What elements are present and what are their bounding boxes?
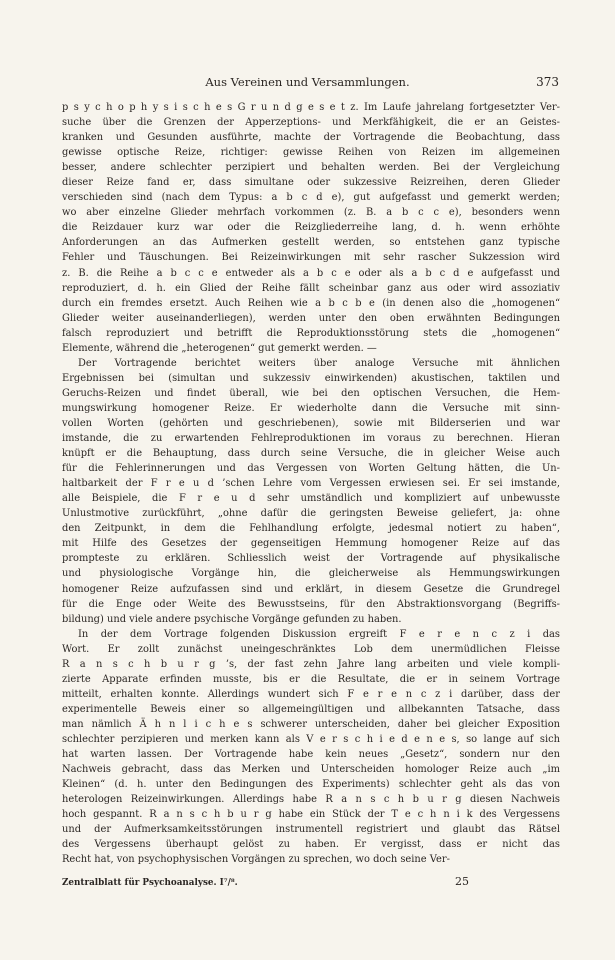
text-line: Anforderungen an das Aufmerken gestellt werden, so entstehen ganz typische (62, 237, 560, 249)
text-line: R a n s c h b u r g ’s, der fast zehn Jahre lang arbeiten und viele kompli- (62, 658, 560, 670)
text-line: besser, andere schlechter perzipiert und behalten werden. Bei der Vergleichung (62, 162, 560, 174)
text-line: mit Hilfe des Gesetzes der gegenseitigen Hemmung homogener Reize auf das (62, 538, 560, 550)
text-line: prompteste zu erklären. Schliesslich weist der Vortragende auf physikalische (62, 553, 560, 565)
text-line: reproduziert, d. h. ein Glied der Reihe fällt scheinbar ganz aus oder wird assoziativ (62, 282, 560, 294)
signature-mark: 25 (455, 875, 469, 888)
text-line: alle Beispiele, die F r e u d sehr umständlich und kompliziert auf unbewusste (62, 493, 560, 505)
text-line: heterologen Reizeinwirkungen. Allerdings habe R a n s c h b u r g diesen Nachweis (62, 794, 560, 806)
page-number: 373 (536, 75, 559, 89)
text-line: Wort. Er zollt zunächst uneingeschränktes Lob dem unermüdlichen Fleisse (62, 643, 560, 655)
text-line: dieser Reize fand er, dass simultane oder sukzessive Reizreihen, deren Glieder (62, 177, 560, 189)
text-line: experimentelle Beweis einer so allgemeingültigen und allbekannten Tatsache, dass (62, 703, 560, 715)
text-line: vollen Worten (gehörten und geschriebenen), sowie mit Bilderserien und war (62, 417, 560, 429)
journal-title: Zentralblatt für Psychoanalyse. I⁷/⁸. (62, 878, 238, 888)
paragraph (62, 100, 560, 356)
text-line: hat warten lassen. Der Vortragende habe kein neues „Gesetz“, sondern nur den (62, 749, 560, 761)
text-line: In der dem Vortrage folgenden Diskussion ergreift F e r e n c z i das (78, 628, 560, 640)
text-line: Nachweis gebracht, dass das Merken und Unterscheiden homologer Reize auch „im (62, 764, 560, 776)
text-line: hoch gespannt. R a n s c h b u r g habe ein Stück der T e c h n i k des Vergessens (62, 809, 560, 821)
text-line: suche über die Grenzen der Apperzeptions- und Merkfähigkeit, die er an Geistes- (62, 117, 560, 129)
text-line: mitteilt, erhalten konnte. Allerdings wundert sich F e r e n c z i darüber, dass der (62, 688, 560, 700)
text-line: für die Fehlerinnerungen und das Vergessen von Worten Geltung hätten, die Un- (62, 463, 560, 475)
text-line: die Reizdauer kurz war oder die Reizgliederreihe lang, d. h. wenn erhöhte (62, 222, 560, 234)
body-text (62, 100, 560, 867)
text-line: für die Enge oder Weite des Bewusstseins, für den Abstraktionsvorgang (Begriffs- (62, 598, 560, 610)
text-line: den Zeitpunkt, in dem die Fehlhandlung erfolgte, jedesmal notiert zu haben“, (62, 523, 560, 535)
text-line: Elemente, während die „heterogenen“ gut gemerkt werden. — (62, 342, 377, 354)
text-line: haltbarkeit der F r e u d ’schen Lehre vom Vergessen erwiesen sei. Er sei imstande, (62, 478, 560, 490)
text-line: gewisse optische Reize, richtiger: gewisse Reihen von Reizen im allgemeinen (62, 147, 560, 159)
text-line: man nämlich Ä h n l i c h e s schwerer unterscheiden, daher bei gleicher Exposition (62, 718, 560, 730)
text-line: Fehler und Täuschungen. Bei Reizeinwirkungen mit sehr rascher Sukzession wird (62, 252, 560, 264)
text-line: Unlustmotive zurückführt, „ohne dafür die geringsten Beweise geliefert, ja: ohne (62, 508, 560, 520)
running-title: Aus Vereinen und Versammlungen. (205, 75, 410, 89)
text-line: falsch reproduziert und betrifft die Reproduktionsstörung stets die „homogenen“ (62, 327, 560, 339)
text-line: z. B. die Reihe a b c c e entweder als a b c e oder als a b c d e aufgefasst und (62, 267, 560, 279)
text-line: mungswirkung homogener Reize. Er wiederholte dann die Versuche mit sinn- (62, 402, 560, 414)
text-line: des Vergessens überhaupt gelöst zu haben. Er vergisst, dass er nicht das (62, 839, 560, 851)
text-line: homogener Reize aufzufassen sind und erklärt, in diesem Gesetze die Grundregel (62, 583, 560, 595)
text-line: p s y c h o p h y s i s c h e s G r u n d g e s e t z. Im Laufe jahrelang fortgesetzter Ver- (62, 102, 560, 113)
text-line: zierte Apparate erfinden musste, bis er die Resultate, die er in seinem Vortrage (62, 673, 560, 685)
running-header (0, 75, 615, 93)
text-line: schlechter perzipieren und merken kann als V e r s c h i e d e n e s, so lange auf sich (62, 733, 560, 745)
text-line: kranken und Gesunden ausführte, machte der Vortragende die Beobachtung, dass (62, 132, 560, 144)
paragraph (62, 356, 560, 627)
text-line: imstande, die zu erwartenden Fehlreproduktionen im voraus zu berechnen. Hieran (62, 433, 560, 445)
text-line: durch ein fremdes ersetzt. Auch Reihen wie a b c b e (in denen also die „homogenen“ (62, 297, 560, 309)
text-line: Der Vortragende berichtet weiters über analoge Versuche mit ähnlichen (78, 357, 560, 369)
text-line: verschieden sind (nach dem Typus: a b c d e), gut aufgefasst und gemerkt werden; (62, 192, 560, 204)
page-footer (62, 875, 560, 891)
text-line: Recht hat, von psychophysischen Vorgängen zu sprechen, wo doch seine Ver- (62, 854, 450, 866)
text-line: Glieder weiter auseinanderliegen), werden unter den oben erwähnten Bedingungen (62, 312, 560, 324)
text-line: Kleinen“ (d. h. unter den Bedingungen des Experiments) schlechter geht als das von (62, 779, 560, 791)
text-line: bildung) und viele andere psychische Vorgänge gefunden zu haben. (62, 613, 402, 625)
text-line: wo aber einzelne Glieder mehrfach vorkommen (z. B. a b c c e), besonders wenn (62, 207, 560, 219)
text-line: und physiologische Vorgänge hin, die gleicherweise als Hemmungswirkungen (62, 568, 560, 580)
text-line: knüpft er die Behauptung, dass durch seine Versuche, die in gleicher Weise auch (62, 448, 560, 460)
text-line: und der Aufmerksamkeitsstörungen instrumentell registriert und glaubt das Rätsel (62, 824, 560, 836)
text-line: Geruchs-Reizen und findet überall, wie bei den optischen Versuchen, die Hem- (62, 387, 560, 399)
text-line: Ergebnissen bei (simultan und sukzessiv einwirkenden) akustischen, taktilen und (62, 372, 560, 384)
paragraph (62, 627, 560, 868)
